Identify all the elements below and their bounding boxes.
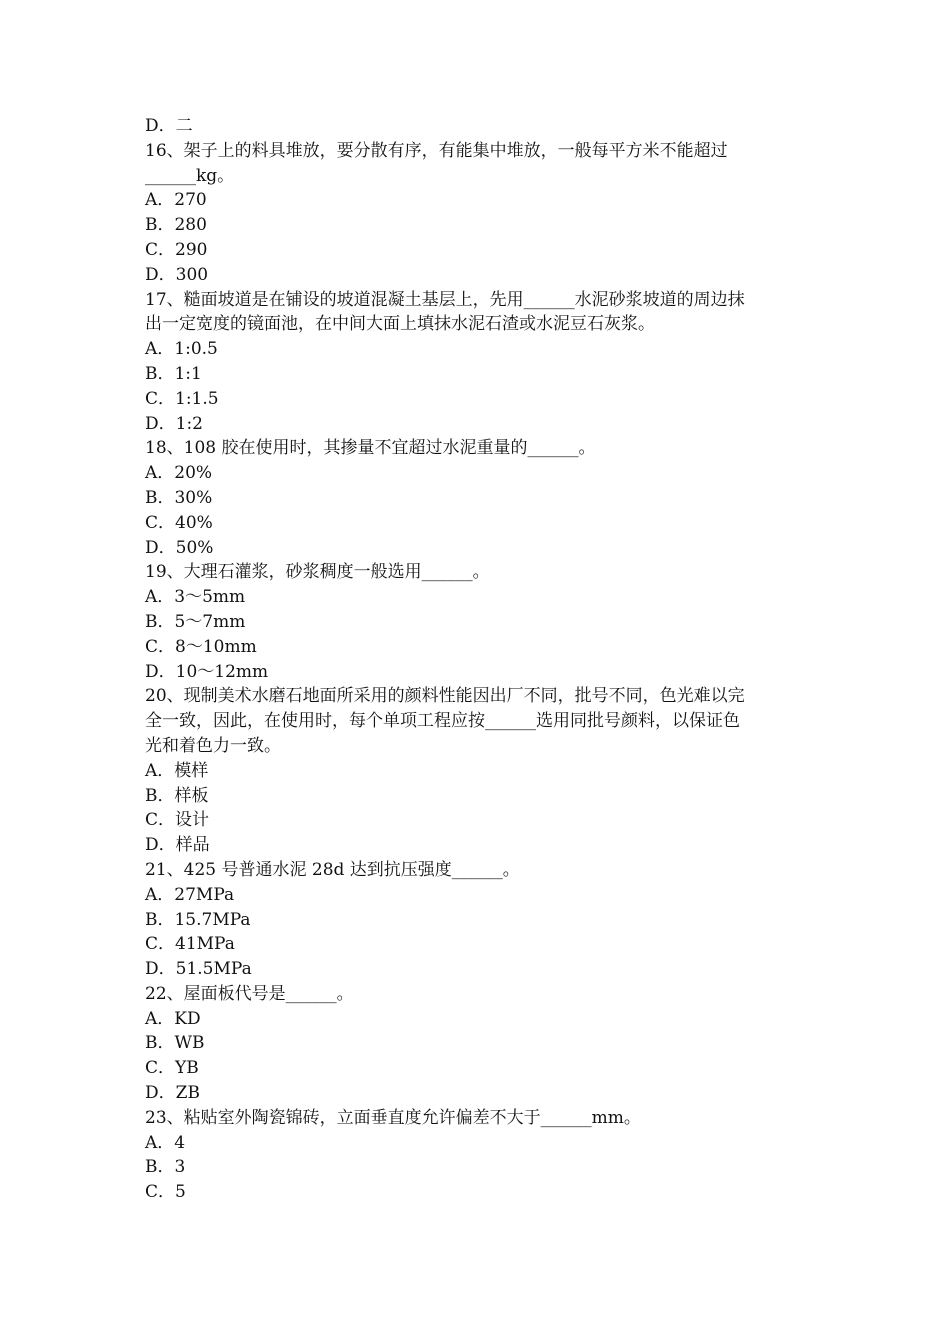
question-18: 18、108 胶在使用时，其掺量不宜超过水泥重量的______。 [145, 438, 596, 459]
text-line: 全一致，因此，在使用时，每个单项工程应按______选用同批号颜料，以保证色 [145, 711, 740, 732]
question-19: 19、大理石灌浆，砂浆稠度一般选用______。 [145, 562, 490, 583]
option-a: A．27MPa [145, 884, 235, 905]
option-c: C．8～10mm [145, 636, 257, 657]
option-c: C．290 [145, 239, 208, 260]
option-c: C．1:1.5 [145, 388, 219, 409]
question-21: 21、425 号普通水泥 28d 达到抗压强度______。 [145, 859, 520, 880]
option-a: A．270 [145, 190, 207, 211]
option-c: C．5 [145, 1182, 186, 1203]
option-a: A．1:0.5 [145, 339, 218, 360]
option-b: B．WB [145, 1033, 205, 1054]
option-d: D．300 [145, 264, 209, 285]
option-c: C．设计 [145, 810, 210, 831]
option-b: B．3 [145, 1157, 186, 1178]
option-a: A．20% [145, 463, 213, 484]
question-16: 16、架子上的料具堆放，要分散有序，有能集中堆放，一般每平方米不能超过 [145, 140, 728, 161]
option-b: B．280 [145, 215, 207, 236]
text-line: 光和着色力一致。 [145, 735, 281, 756]
option-c: C．40% [145, 512, 213, 533]
option-c: C．41MPa [145, 934, 235, 955]
question-23: 23、粘贴室外陶瓷锦砖，立面垂直度允许偏差不大于______mm。 [145, 1107, 641, 1128]
option-d: D．10～12mm [145, 661, 269, 682]
option-a: A．4 [145, 1132, 186, 1153]
option-a: A．模样 [145, 760, 209, 781]
option-b: B．样板 [145, 785, 209, 806]
text-line: D．二 [145, 116, 193, 136]
option-d: D．ZB [145, 1083, 200, 1104]
question-22: 22、屋面板代号是______。 [145, 983, 354, 1004]
text-line: ______kg。 [145, 165, 235, 186]
option-d: D．1:2 [145, 413, 203, 434]
question-20: 20、现制美术水磨石地面所采用的颜料性能因出厂不同，批号不同，色光难以完 [145, 686, 745, 707]
option-a: A．KD [145, 1008, 201, 1029]
option-c: C．YB [145, 1058, 199, 1079]
option-d: D．样品 [145, 835, 210, 856]
option-b: B．15.7MPa [145, 909, 251, 930]
question-17: 17、糙面坡道是在铺设的坡道混凝土基层上，先用______水泥砂浆坡道的周边抹 [145, 289, 745, 310]
option-b: B．5～7mm [145, 611, 246, 632]
option-d: D．51.5MPa [145, 959, 252, 980]
text-line: 出一定宽度的镜面池，在中间大面上填抹水泥石渣或水泥豆石灰浆。 [145, 314, 655, 335]
option-a: A．3～5mm [145, 587, 246, 608]
document-body [145, 114, 810, 1205]
option-b: B．1:1 [145, 363, 202, 384]
option-b: B．30% [145, 487, 213, 508]
option-d: D．50% [145, 537, 214, 558]
